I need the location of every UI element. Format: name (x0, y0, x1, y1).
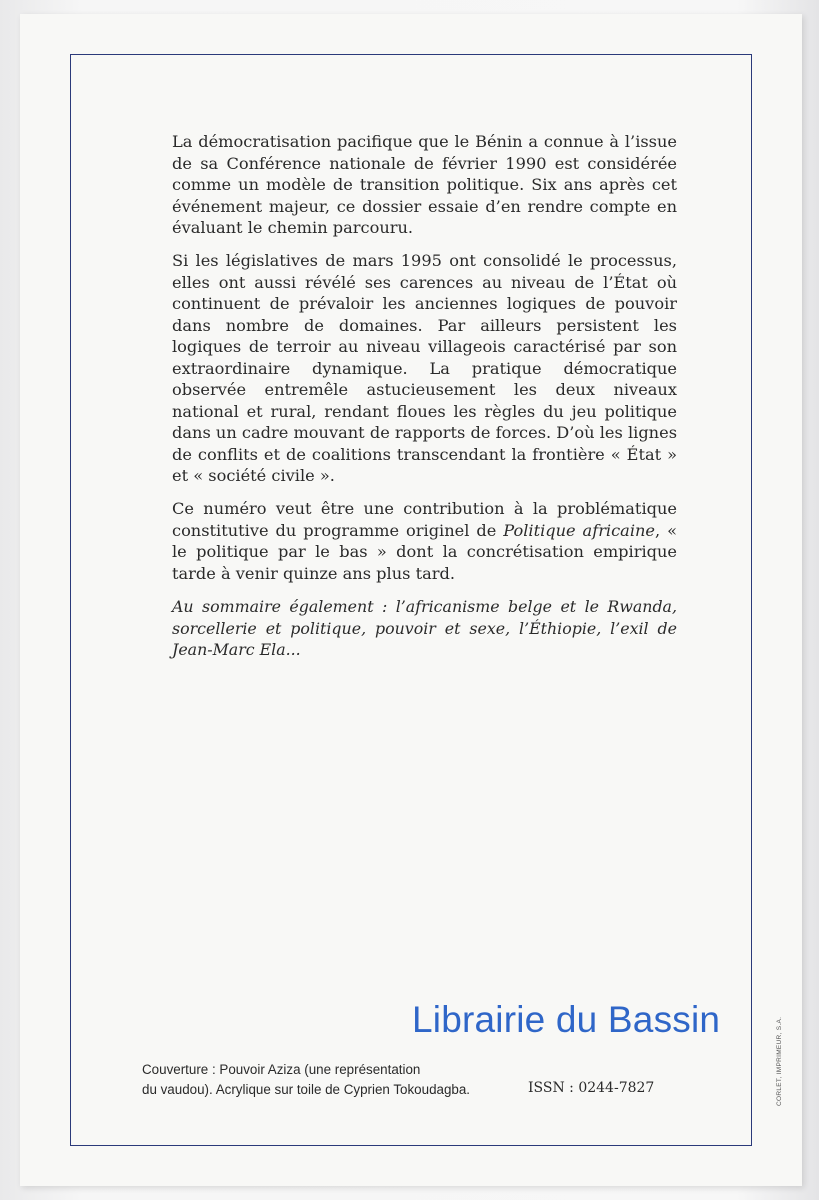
sommaire-note: Au sommaire également : l’africanisme belge et le Rwanda, sorcellerie et politique, pouvoir et sexe, l’Éthiopie, l’exil de Jean-Marc Ela... (172, 597, 677, 659)
printer-imprint: CORLET, IMPRIMEUR, S.A. (776, 1016, 783, 1106)
bookseller-watermark: Librairie du Bassin (412, 999, 721, 1040)
paragraph-3 (172, 498, 677, 584)
paragraph-3-part2: , « le politique par le bas » dont la concrétisation empirique tarde à venir quinze ans plus tard. (172, 520, 677, 583)
journal-title: Politique africaine (503, 520, 656, 540)
summary-text (172, 131, 677, 596)
credits-line-2: du vaudou). Acrylique sur toile de Cyprien Tokoudagba. (142, 1082, 471, 1097)
cover-credits (142, 1060, 522, 1100)
credits-line-1: Couverture : Pouvoir Aziza (une représentation (142, 1062, 421, 1077)
paragraph-2: Si les législatives de mars 1995 ont consolidé le processus, elles ont aussi révélé ses carences au niveau de l’État où continuent de prévaloir les anciennes logiques de pouvoir dans nombre de domaines. Par ailleurs persistent les logiques de terroir au niveau villageois caractérisé par son extraordinaire dynamique. La pratique démocratique observée entremêle astucieusement les deux niveaux national et rural, rendant floues les règles du jeu politique dans un cadre mouvant de rapports de forces. D’où les lignes de conflits et de coalitions transcendant la frontière « État » et « société civile ». (172, 251, 677, 485)
paragraph-1: La démocratisation pacifique que le Bénin a connue à l’issue de sa Conférence nationale de février 1990 est considérée comme un modèle de transition politique. Six ans après cet événement majeur, ce dossier essaie d’en rendre compte en évaluant le chemin parcouru. (172, 132, 677, 237)
paragraph-3-part1: Ce numéro veut être une contribution à la problématique constitutive du programme originel de (172, 499, 677, 540)
issn-number: ISSN : 0244-7827 (528, 1080, 655, 1096)
